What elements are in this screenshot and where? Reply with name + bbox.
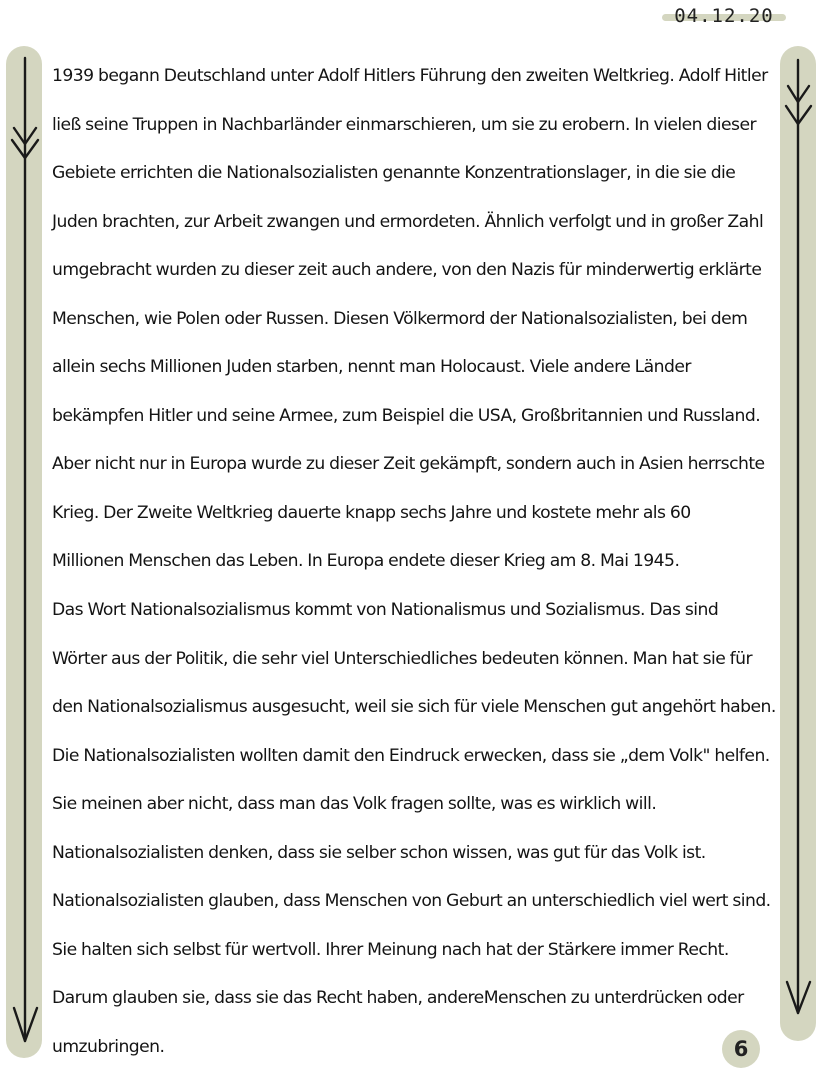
text-line: Darum glauben sie, dass sie das Recht haben, andereMenschen zu unterdrücken oder [52,988,744,1009]
text-line: allein sechs Millionen Juden starben, nennt man Holocaust. Viele andere Länder [52,357,691,378]
text-line: Gebiete errichten die Nationalsozialisten genannte Konzentrationslager, in die sie die [52,163,736,184]
text-line: bekämpfen Hitler und seine Armee, zum Beispiel die USA, Großbritannien und Russland. [52,405,761,426]
right-arrow-down-icon [780,58,816,1018]
text-line: Sie meinen aber nicht, dass man das Volk fragen sollte, was es wirklich will. [52,794,657,815]
text-line: ließ seine Truppen in Nachbarländer einmarschieren, um sie zu erobern. In vielen dieser [52,114,756,135]
text-line: Wörter aus der Politik, die sehr viel Unterschiedliches bedeuten können. Man hat sie für [52,648,753,669]
left-arrow-down-icon [6,56,42,1046]
text-line: Die Nationalsozialisten wollten damit den Eindruck erwecken, dass sie „dem Volk" helfen. [52,745,770,766]
text-line: Das Wort Nationalsozialismus kommt von Nationalismus und Sozialismus. Das sind [52,600,719,621]
text-line: Millionen Menschen das Leben. In Europa endete dieser Krieg am 8. Mai 1945. [52,551,680,572]
page-number: 6 [722,1030,760,1068]
text-line: Krieg. Der Zweite Weltkrieg dauerte knapp sechs Jahre und kostete mehr als 60 [52,502,691,523]
text-line: den Nationalsozialismus ausgesucht, weil sie sich für viele Menschen gut angehört haben. [52,697,776,718]
date-label: 04.12.20 [674,5,774,27]
text-line: Juden brachten, zur Arbeit zwangen und ermordeten. Ähnlich verfolgt und in großer Zahl [52,211,764,232]
text-line: umzubringen. [52,1036,165,1057]
text-line: Sie halten sich selbst für wertvoll. Ihrer Meinung nach hat der Stärkere immer Recht. [52,939,729,960]
text-line: 1939 begann Deutschland unter Adolf Hitlers Führung den zweiten Weltkrieg. Adolf Hitler [52,66,768,86]
body-text [52,52,778,1071]
text-line: Aber nicht nur in Europa wurde zu dieser Zeit gekämpft, sondern auch in Asien herrschte [52,454,765,475]
text-line: Nationalsozialisten glauben, dass Menschen von Geburt an unterschiedlich viel wert sind. [52,891,771,912]
text-line: Nationalsozialisten denken, dass sie selber schon wissen, was gut für das Volk ist. [52,842,706,863]
text-line: Menschen, wie Polen oder Russen. Diesen Völkermord der Nationalsozialisten, bei dem [52,308,748,329]
text-line: umgebracht wurden zu dieser zeit auch andere, von den Nazis für minderwertig erklärte [52,260,762,281]
